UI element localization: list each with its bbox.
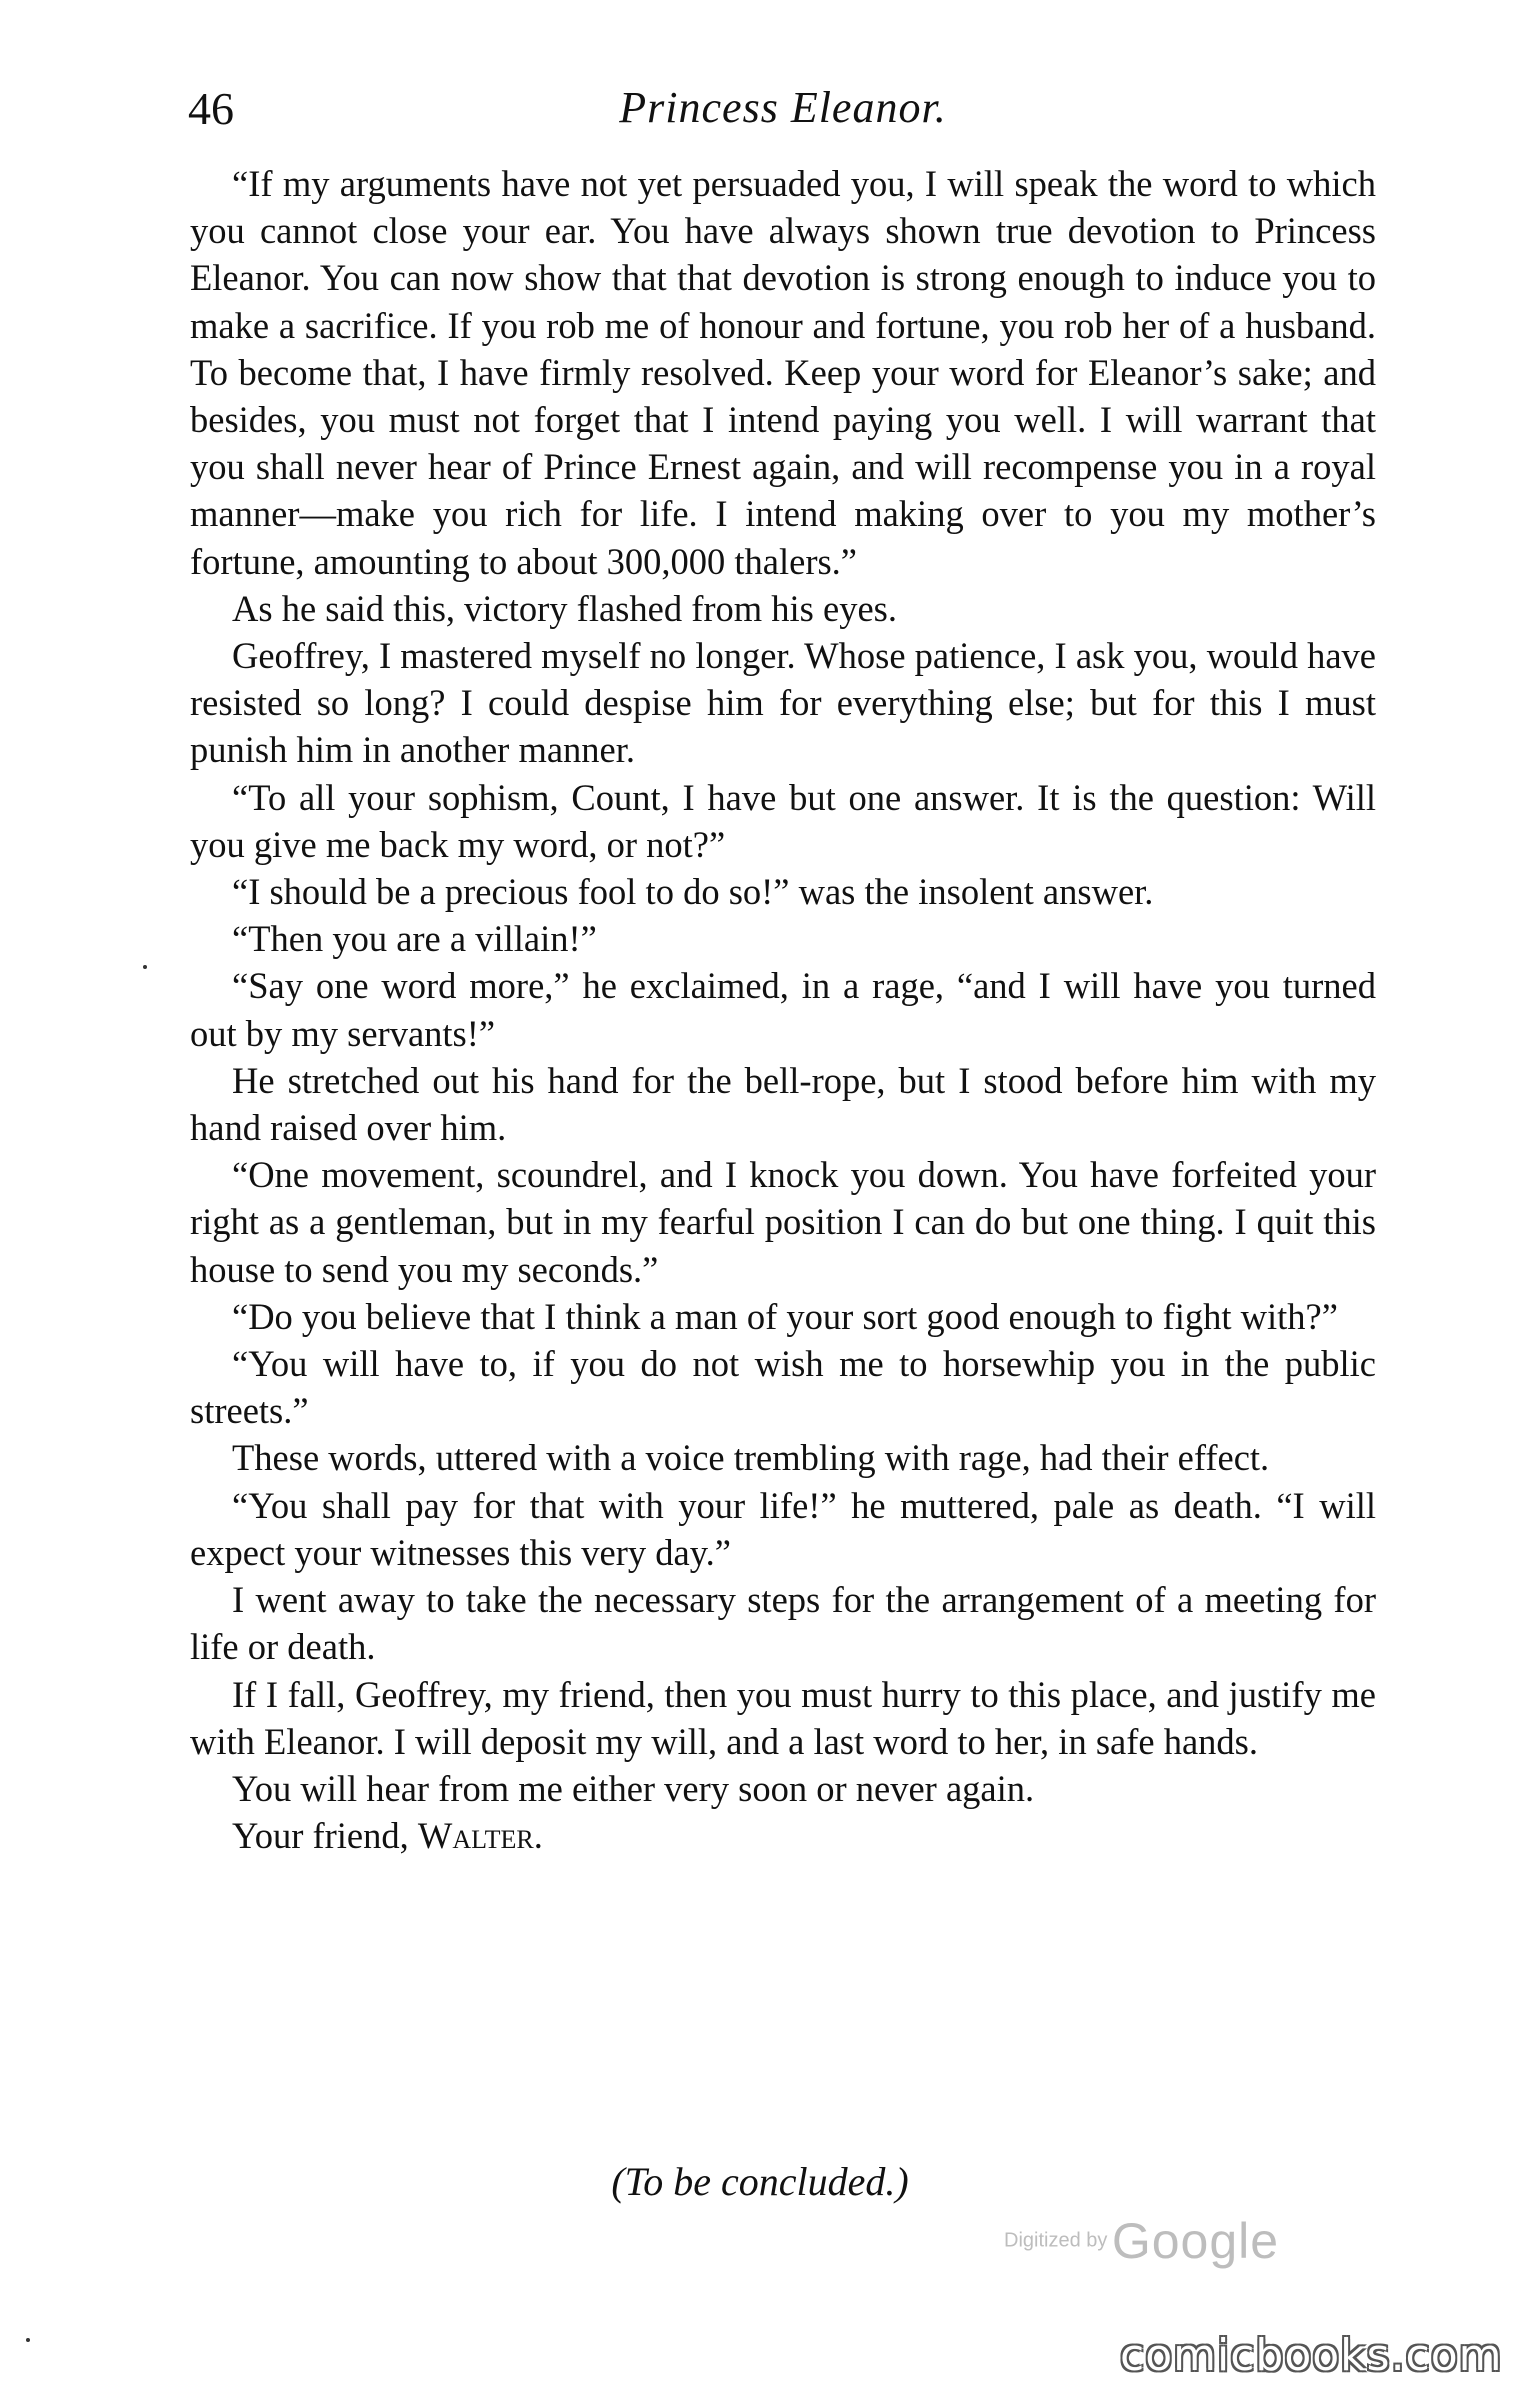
paragraph: I went away to take the necessary steps for the arrangement of a meeting for life or death. [190, 1579, 1376, 1668]
page-number: 46 [188, 83, 234, 134]
paragraph: “Then you are a villain!” [232, 918, 597, 960]
google-logo-text: Google [1111, 2213, 1280, 2269]
signoff [190, 1812, 1376, 1859]
paragraph: “One movement, scoundrel, and I knock you down. You have forfeited your right as a gentleman, but in my fearful position I can do but one thing. I quit this house to send you my seconds.” [190, 1154, 1376, 1290]
paragraph: If I fall, Geoffrey, my friend, then you must hurry to this place, and justify me with Eleanor. I will deposit my will, and a last word to her, in safe hands. [190, 1673, 1376, 1762]
paragraph: These words, uttered with a voice trembling with rage, had their effect. [232, 1437, 1270, 1479]
paragraph: “Do you believe that I think a man of your sort good enough to fight with?” [232, 1295, 1338, 1337]
paragraph: You will hear from me either very soon or never again. [232, 1767, 1035, 1809]
paragraph: He stretched out his hand for the bell-rope, but I stood before him with my hand raised over him. [190, 1059, 1376, 1149]
paragraph: “You will have to, if you do not wish me to horsewhip you in the public streets.” [190, 1343, 1376, 1432]
paragraph: Geoffrey, I mastered myself no longer. Whose patience, I ask you, would have resisted so long? I could despise him for everything else; but for this I must punish him in another manner. [190, 635, 1376, 771]
continuation-note: (To be concluded.) [611, 2159, 909, 2204]
paragraph: “Say one word more,” he exclaimed, in a rage, “and I will have you turned out by my servants!” [190, 965, 1376, 1054]
running-title: Princess Eleanor. [619, 83, 947, 132]
page-header [188, 82, 1378, 142]
paragraph: As he said this, victory flashed from his eyes. [232, 587, 897, 629]
paragraph: “I should be a precious fool to do so!” was the insolent answer. [232, 871, 1154, 913]
signoff-prefix: Your friend, [232, 1815, 418, 1857]
digitized-by-google-mark [1004, 2212, 1279, 2270]
scan-speck [26, 2338, 30, 2342]
paragraph: “To all your sophism, Count, I have but one answer. It is the question: Will you give me back my word, or not?” [190, 776, 1376, 865]
signoff-name: Walter. [417, 1815, 543, 1857]
digitized-prefix: Digitized by [1004, 2229, 1108, 2252]
paragraph: “You shall pay for that with your life!” he muttered, pale as death. “I will expect your witnesses this very day.” [190, 1484, 1376, 1573]
paragraph: “If my arguments have not yet persuaded you, I will speak the word to which you cannot close your ear. You have always shown true devotion to Princess Eleanor. You can now show that that devotion is strong enough to induce you to make a sacrifice. If you rob me of honour and fortune, you rob her of a husband. To become that, I have firmly resolved. Keep your word for Eleanor’s sake; and besides, you must not forget that I intend paying you well. I will warrant that you shall never hear of Prince Ernest again, and will recompense you in a royal manner—make you rich for life. I intend making over to you my mother’s fortune, amounting to about 300,000 thalers.” [190, 163, 1376, 582]
watermark: comicbooks.com [1120, 2330, 1503, 2381]
body-text [190, 160, 1376, 1859]
scan-speck [143, 965, 147, 969]
